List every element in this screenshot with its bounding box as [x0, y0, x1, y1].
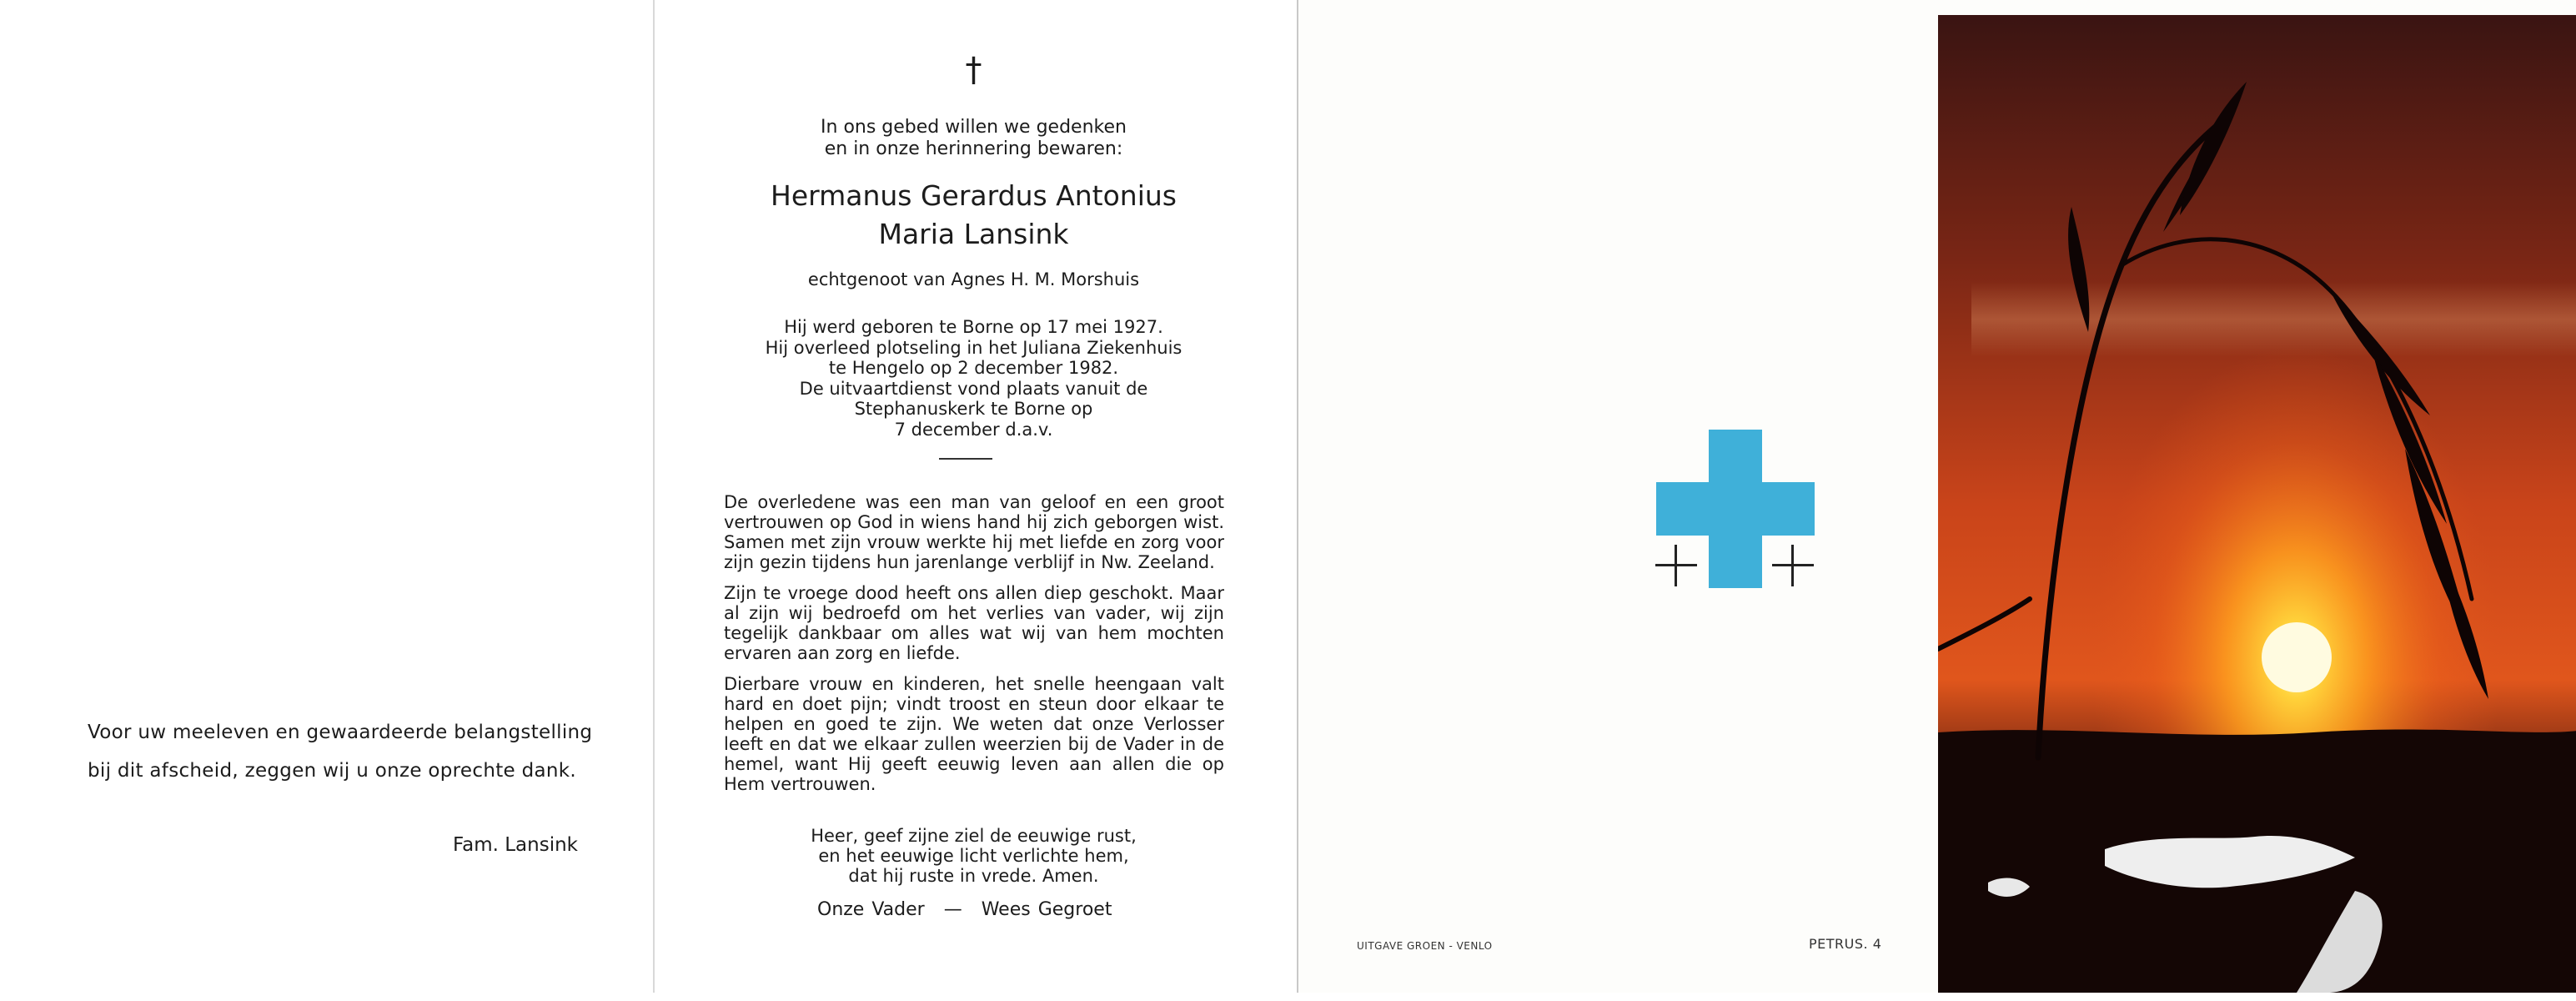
divider: [939, 458, 992, 460]
tribute-paragraph: Zijn te vroege dood heeft ons allen diep geschokt. Maar al zijn wij bedroefd om het verlies van vader, wij zijn tegelijk dankbaar om alles wat wij van hem mochten ervaren aan zorg en liefde.: [724, 583, 1224, 663]
tribute-text: [724, 492, 1224, 805]
thanks-text: [88, 713, 593, 790]
life-dates: [659, 317, 1288, 440]
small-cross-icon: [1772, 545, 1814, 586]
closing-separator: —: [943, 899, 962, 920]
tribute-paragraph: De overledene was een man van geloof en een groot vertrouwen op God in wiens hand hij zich geborgen wist. Samen met zijn vrouw werkte hij met liefde en zorg voor zijn gezin tijdens hun jarenlange verblijf in Nw. Zeeland.: [724, 492, 1224, 572]
prayer-line: Heer, geef zijne ziel de eeuwige rust,: [811, 826, 1137, 846]
life-dates-line: Stephanuskerk te Borne op: [854, 399, 1093, 419]
family-signature: Fam. Lansink: [453, 834, 578, 856]
thanks-line-2: bij dit afscheid, zeggen wij u onze oprechte dank.: [88, 760, 576, 782]
name-line: Hermanus Gerardus Antonius: [771, 179, 1177, 212]
deceased-name: [659, 177, 1288, 254]
intro-text: [659, 117, 1288, 160]
tribute-paragraph: Dierbare vrouw en kinderen, het snelle heengaan valt hard en doet pijn; vindt troost en steun door elkaar te helpen en goed te zijn. We weten dat onze Verlosser leeft en dat we elkaar zullen weerzien bij de Vader in de hemel, want Hij geeft eeuwig leven aan allen die op Hem vertrouwen.: [724, 674, 1224, 794]
closing-prayer-right: Wees Gegroet: [981, 899, 1112, 920]
intro-line: In ons gebed willen we gedenken: [821, 117, 1127, 138]
life-dates-line: Hij werd geboren te Borne op 17 mei 1927.: [784, 317, 1163, 337]
spouse-line: echtgenoot van Agnes H. M. Morshuis: [807, 269, 1140, 289]
thanks-panel: [0, 0, 655, 993]
publisher-label: UITGAVE GROEN - VENLO: [1357, 940, 1493, 952]
name-line: Maria Lansink: [878, 218, 1069, 250]
life-dates-line: 7 december d.a.v.: [894, 419, 1053, 440]
memorial-text-panel: [659, 0, 1288, 993]
life-dates-line: te Hengelo op 2 december 1982.: [828, 358, 1119, 378]
cross-icon: †: [965, 51, 982, 89]
intro-line: en in onze herinnering bewaren:: [824, 138, 1123, 159]
life-dates-line: Hij overleed plotseling in het Juliana Ziekenhuis: [765, 337, 1183, 358]
closing-prayer-left: Onze Vader: [817, 899, 925, 920]
life-dates-line: De uitvaartdienst vond plaats vanuit de: [799, 378, 1148, 399]
cover-card: [1297, 0, 2576, 993]
small-cross-icon: [1655, 545, 1697, 586]
closing-prayers: [817, 899, 1123, 920]
prayer: [659, 826, 1288, 886]
prayer-line: en het eeuwige licht verlichte hem,: [818, 846, 1129, 866]
thanks-line-1: Voor uw meeleven en gewaardeerde belangstelling: [88, 722, 593, 743]
sunset-photo: [1938, 15, 2576, 993]
cover-panel: [1298, 0, 1938, 993]
series-label: PETRUS. 4: [1809, 936, 1882, 952]
prayer-line: dat hij ruste in vrede. Amen.: [848, 866, 1099, 886]
